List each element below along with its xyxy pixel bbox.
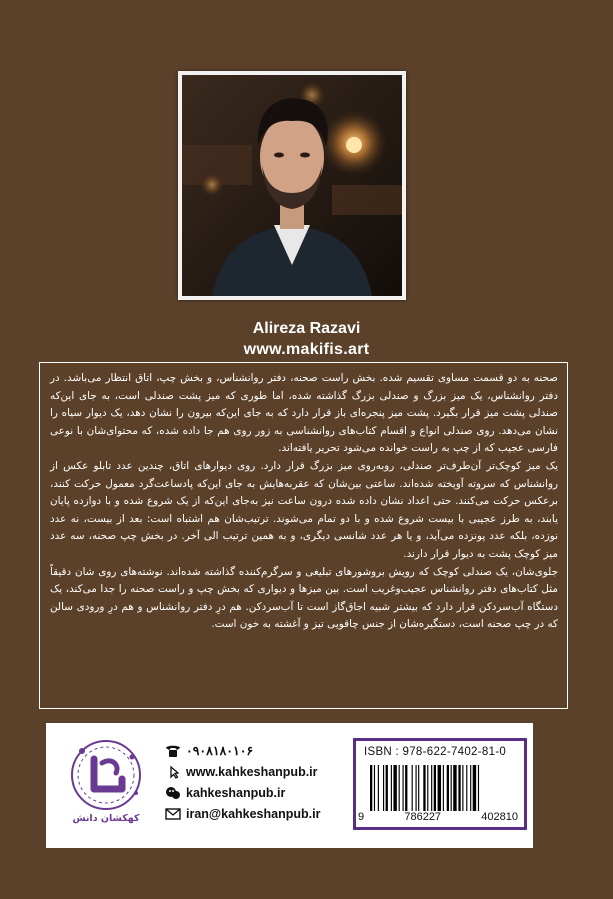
barcode-bar [458,765,460,811]
barcode-bar [447,765,449,811]
barcode-bar [423,765,425,811]
barcode-bar [386,765,388,811]
barcode-bar [451,765,452,811]
barcode-bar [434,765,436,811]
barcode-bar [462,765,463,811]
barcode-bar [370,765,372,811]
barcode-bar [443,765,444,811]
isbn-number: ISBN : 978-622-7402-81-0 [364,746,507,758]
barcode-digit-group: 786227 [404,811,442,823]
contact-email-text: iran@kahkeshanpub.ir [186,806,321,821]
author-website: www.makifis.art [243,341,370,358]
author-name: Alireza Razavi [252,320,361,337]
barcode-bar [399,765,400,811]
barcode-bar [478,765,479,811]
barcode-bar [412,765,413,811]
publisher-logo-icon [62,737,150,813]
publisher-logo [62,737,150,829]
barcode-bar [427,765,428,811]
barcode-bar [416,765,417,811]
cursor-click-icon [165,765,181,779]
publisher-contacts [165,740,320,824]
contact-website[interactable] [165,761,320,782]
contact-social[interactable] [165,782,320,803]
barcode-bar [383,765,384,811]
barcode-bar [405,765,407,811]
barcode-bar [393,765,396,811]
blurb-paragraph: یک میز کوچک‌تر آن‌طرف‌تر صندلی، روبه‌روی میز بزرگ قرار دارد. روی دیوارهای اتاق، چندین عدد تابلو عکس از روانشناس که سروته آویخته شده‌اند. ساعتی بین‌شان که عقربه‌هایش به جای این‌که پادساعت‌گرد معمول حرکت کنند، برعکس حرکت می‌کنند. حتی اعداد نشان داده شده درون ساعت نیز به‌جای این‌که از یک شروع شده و با دوازده پایان یابند، به طرز عجیبی با بیست شروع شده و با دو تمام می‌شوند. ترتیب‌شان هم اشتباه است: بعد از بیست، نه عدد نوزده، بلکه عدد پونزده می‌آید، و یا هر عدد شانسی دیگری، و به همین ترتیب الی آخر. در بخش چپ صحنه، سه عدد میز کوچک پشت به دیوار قرار دارند. [50,459,558,560]
publisher-footer [46,723,533,848]
isbn-box [353,738,527,830]
blurb-paragraph: جلوی‌شان، یک صندلی کوچک که رویش بروشورهای تبلیغی و سرگرم‌کننده گذاشته شده‌اند. نوشته‌های روی شان دقیقاً مثل کتاب‌های دفتر روانشناس عجیب‌وغریب است. بین میزها و دیواری که بخش چپ و راست صحنه را جدا می‌کند، یک دستگاه آب‌سردکن قرار دارد که بیشتر شبیه اجاق‌گاز است تا آب‌سردکن. هم درِ دفتر روانشناس و هم درِ ورودی سالن که در چپ صحنه است، دستگیره‌شان از جنس چاقویی تیز و آغشته به خون است. [50,565,558,631]
barcode-bar [403,765,404,811]
author-portrait-image [182,75,402,296]
contact-phone [165,740,320,761]
back-cover-blurb [39,362,568,709]
mail-icon [165,807,181,821]
contact-phone-text: ۰۹۰۸۱۸۰۱۰۶ [186,744,254,758]
barcode [370,765,516,811]
barcode-bar [378,765,379,811]
barcode-bar [418,765,419,811]
barcode-digit-group: 402810 [481,811,518,823]
author-photo-frame [178,71,406,300]
author-photo [182,75,402,296]
barcode-bar [438,765,441,811]
author-credit [0,318,613,360]
barcode-digits [358,811,518,823]
contact-social-text: kahkeshanpub.ir [186,785,286,800]
barcode-bar [466,765,467,811]
barcode-bar [453,765,456,811]
barcode-bar [374,765,375,811]
barcode-bar [391,765,392,811]
barcode-digit-group: 9 [358,811,365,823]
publisher-logo-text: کهکشان دانش [72,813,140,824]
phone-icon [165,744,181,758]
barcode-bar [473,765,476,811]
contact-email[interactable] [165,803,320,824]
blurb-paragraph: صحنه به دو قسمت مساوی تقسیم شده. بخش راست صحنه، دفتر روانشناس، و بخش چپ، اتاق انتظار می‌باشد. در دفتر روانشناس، یک میز بزرگ و صندلی بزرگ گذاشته شده، اما طوری که میز پشت صندلی است، به جای این‌که صندلی پشت میز قرار بگیرد. پشت میز پنجره‌ای باز قرار دارد که به جای این‌که بیرون را نشان دهد، یک دیوار سیاه را نشان می‌دهد. روی صندلی انواع و اقسام کتاب‌های روانشناسی به زور روی هم جا داده شده، که محتوای‌شان با نوعی فارسی عجیب که از چپ به راست خوانده می‌شود تحریر یافته‌اند. [50,372,558,455]
contact-website-text: www.kahkeshanpub.ir [186,764,318,779]
social-icon [165,786,181,800]
barcode-bar [470,765,471,811]
barcode-bar [431,765,432,811]
